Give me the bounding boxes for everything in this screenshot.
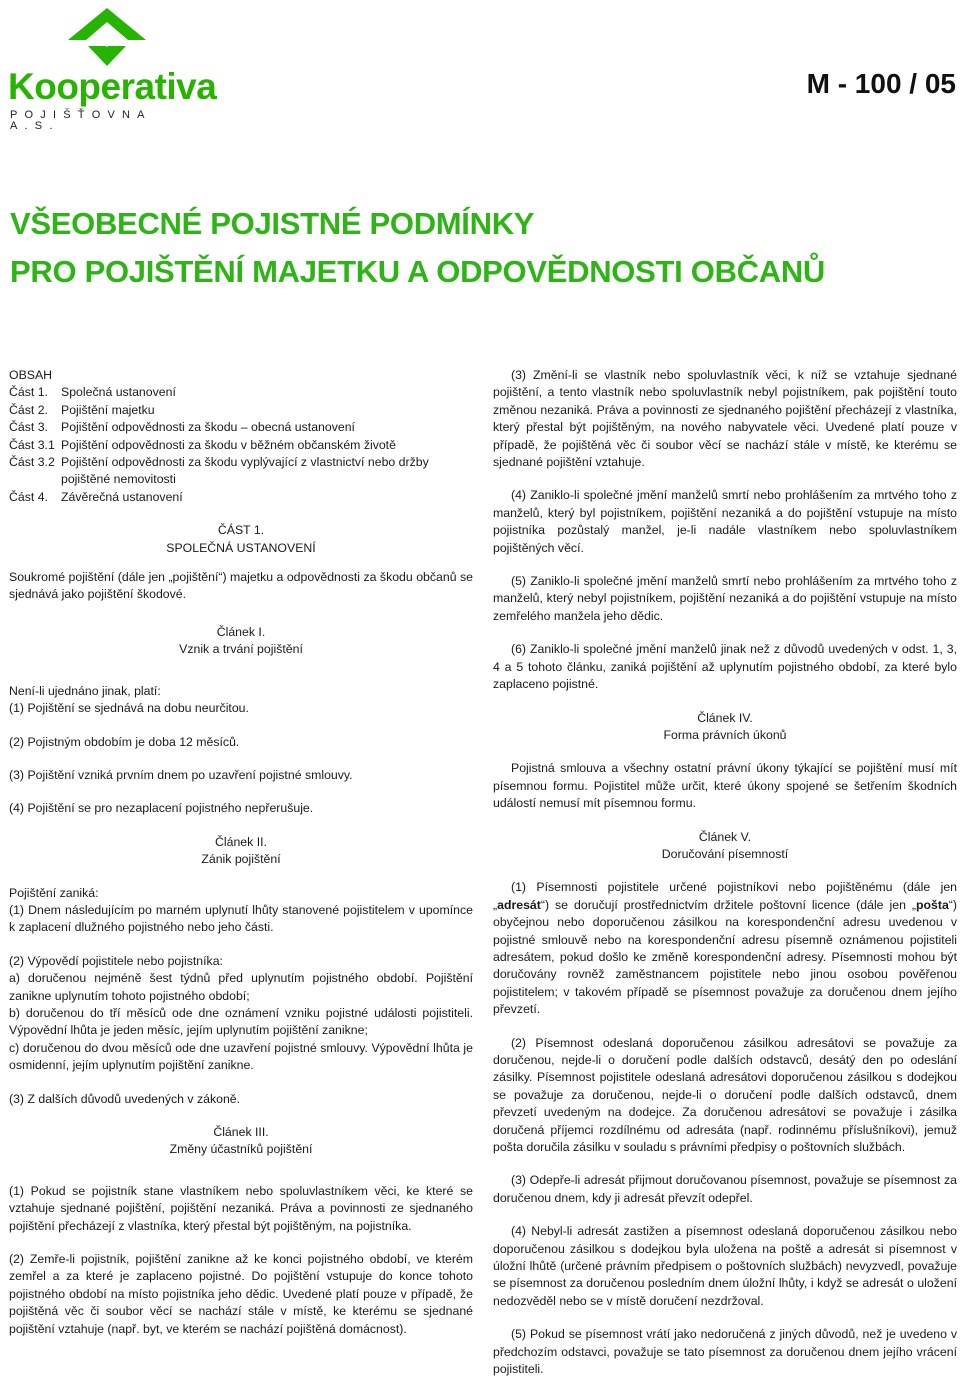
article-3-number: Článek III.: [213, 1125, 269, 1139]
article-3-para-1: (1) Pokud se pojistník stane vlastníkem nebo spoluvlastníkem věci, ke které se vztahuje sjednané pojištění, pojištění nezaniká. Práva a povinnosti ze sjednaného pojištění přecházejí z vlastníka, který přestal být pojištěným, na pojistníka.: [9, 1183, 473, 1233]
toc-item-number: Část 1.: [9, 385, 48, 400]
logo-subtitle: POJIŠŤOVNA A.S.: [10, 109, 152, 132]
toc-item: [9, 419, 473, 436]
article-3-para-6: (6) Zaniklo-li společné jmění manželů jinak než z důvodů uvedených v odst. 1, 3, 4 a 5 tohoto článku, zaniká pojištění až uplynutím pojistného období, za které bylo zaplaceno pojistné.: [493, 642, 957, 692]
article-2-para-2a: a) doručenou nejméně šest týdnů před uplynutím pojistného období. Pojištění zanikne uplynutím tohoto pojistného období;: [9, 971, 473, 1003]
article-1-para-1: (1) Pojištění se sjednává na dobu neurčitou.: [9, 701, 249, 716]
article-2-title: Zánik pojištění: [201, 852, 281, 867]
document-title: [10, 200, 950, 296]
toc-item: [9, 454, 473, 489]
toc-item: [9, 384, 473, 401]
logo-wordmark: Kooperativa: [8, 66, 217, 107]
toc-item-number: Část 3.1: [9, 437, 55, 452]
article-1-title: Vznik a trvání pojištění: [179, 642, 303, 657]
article-1-para-3: (3) Pojištění vzniká prvním dnem po uzavření pojistné smlouvy.: [9, 767, 353, 782]
document-code: M - 100 / 05: [806, 68, 956, 99]
article-2-para-2c: c) doručenou do dvou měsíců ode dne uzavření pojistné smlouvy. Výpovědní lhůta je osmidenní, jejím uplynutím pojištění zanikne.: [9, 1040, 473, 1073]
article-5-para-4: (4) Nebyl-li adresát zastižen a písemnost odeslaná doporučenou zásilkou nebo doporučenou zásilkou s dodejkou byla uložena na poště a adresát si písemnost v úložní lhůtě (určené právním předpisem o poštovních službách) nevyzvedl, považuje se písemnost za doručenou posledním dnem úložní lhůty, i když se adresát o uložení nedozvěděl nebo se v místě doručení nezdržoval.: [493, 1224, 957, 1308]
article-1-lead: Není-li ujednáno jinak, platí:: [9, 683, 161, 698]
article-4-number: Článek IV.: [697, 710, 753, 725]
article-2-number: Článek II.: [215, 834, 267, 849]
toc-item-number: Část 3.2: [9, 455, 55, 470]
article-5-para-1: [493, 879, 957, 1018]
right-column: [493, 367, 957, 1379]
article-2-para-1: (1) Dnem následujícím po marném uplynutí lhůty stanovené pojistitelem v upomínce k zaplacení dlužného pojistného nebo jeho části.: [9, 902, 473, 935]
toc-item-title: Pojištění odpovědnosti za škodu vyplývající z vlastnictví nebo držby pojištěné nemovitosti: [61, 455, 429, 487]
article-3-title: Změny účastníků pojištění: [169, 1142, 313, 1157]
article-3-para-3: (3) Změní-li se vlastník nebo spoluvlastník věci, k níž se vztahuje sjednané pojištění, a tento vlastník nebo spoluvlastník nebyl pojistníkem, pak pojištění touto změnou nezaniká. Práva a povinnosti ze sjednaného pojištění přecházejí z vlastníka, který přestal být pojištěným, na nového nabyvatele věci. Uvedené platí pouze v případě, že pojištěná věc či soubor věcí se nachází stále v místě, ke kterému se sjednané pojištění vztahuje.: [493, 368, 957, 470]
company-logo: [8, 6, 217, 132]
article-5-para-3: (3) Odepře-li adresát přijmout doručovanou písemnost, považuje se písemnost za doručenou dnem, kdy ji adresát převzít odepřel.: [493, 1173, 957, 1205]
article-4-title: Forma právních úkonů: [663, 727, 787, 742]
article-1-para-4: (4) Pojištění se pro nezaplacení pojistného nepřerušuje.: [9, 801, 314, 816]
kooperativa-logo-mark-icon: [66, 6, 148, 68]
article-3-para-4: (4) Zaniklo-li společné jmění manželů smrtí nebo prohlášením za mrtvého toho z manželů, který byl pojistníkem, pojištění nezaniká a do pojištění vstupuje na místo pojistníka pozůstalý manžel, je-li nadále vlastníkem nebo spoluvlastníkem pojištěných věcí.: [493, 488, 957, 555]
article-5-number: Článek V.: [698, 829, 752, 844]
toc-item: [9, 402, 473, 419]
article-2-para-2b: b) doručenou do tří měsíců ode dne oznámení vzniku pojistné události pojistiteli. Výpovědní lhůta je jeden měsíc, jejím uplynutím pojištění zanikne;: [9, 1005, 473, 1038]
article-5-para-2: (2) Písemnost odeslaná doporučenou zásilkou adresátovi se považuje za doručenou, nejde-li o doručení podle dalších odstavců, desátý den po odeslání zásilky. Písemnost pojistitele odeslaná adresátovi doporučenou zásilkou s dodejkou se považuje za doručenou, nejde-li o doručení podle dalších odstavců, dnem převzetí uvedeným na dodejce. Za doručenou adresátovi se považuje i zásilka doručená příjemci rozdílnému od adresáta (např. rodinnému příslušníkovi), jemuž pošta doručila zásilku v souladu s právními předpisy o poštovních službách.: [493, 1035, 957, 1155]
article-1-number: Článek I.: [216, 624, 266, 639]
article-2-lead: Pojištění zaniká:: [9, 885, 99, 900]
left-column: [9, 367, 473, 1338]
toc-item-title: Pojištění majetku: [61, 402, 155, 417]
toc-item-title: Pojištění odpovědnosti za škodu v běžném občanském životě: [61, 437, 396, 452]
article-2-para-2: (2) Výpovědí pojistitele nebo pojistníka:: [9, 953, 223, 968]
title-line-1: VŠEOBECNÉ POJISTNÉ PODMÍNKY: [10, 206, 535, 241]
article-5-title: Doručování písemností: [661, 846, 789, 861]
toc-item-number: Část 4.: [9, 489, 48, 504]
article-5-para-1-text-a: (1) Písemnosti pojistitele určené pojistníkovi nebo pojištěnému (dále jen „: [493, 880, 957, 912]
toc-item-number: Část 2.: [9, 402, 48, 417]
term-adresat: adresát: [497, 897, 541, 912]
toc-item: [9, 437, 473, 454]
term-posta: pošta: [916, 897, 949, 912]
article-5-para-1-text-c: “) se doručují prostřednictvím držitele poštovní licence (dále jen „: [540, 897, 916, 912]
toc-item-number: Část 3.: [9, 420, 48, 435]
part1-subheading: SPOLEČNÁ USTANOVENÍ: [166, 540, 316, 555]
article-5-para-1-text-e: “) obyčejnou nebo doporučenou zásilkou na korespondenční adresu uvedenou v pojistné smlouvě nebo na korespondenční adresu písemně oznámenou pojistiteli adresátem, pokud došlo ke změně korespondenční adresy. Písemnosti mohou být doručovány rovněž zaměstnancem pojistitele nebo jinou osobou pověřenou pojistitelem; v takovém případě se písemnost považuje za doručenou dnem jejího převzetí.: [493, 897, 957, 1017]
article-3-para-2: (2) Zemře-li pojistník, pojištění zanikne až ke konci pojistného období, ve kterém zemřel a za které je zaplaceno pojistné. Do pojištění vstupuje do konce tohoto pojistného období na místo pojistníka jeho dědic. Uvedené platí pouze v případě, že pojištěná věc či soubor věcí se nachází stále v místě, ke kterému se sjednané pojištění vztahuje (např. byt, ve kterém se nachází pojištěná domácnost).: [9, 1252, 473, 1336]
title-line-2: PRO POJIŠTĚNÍ MAJETKU A ODPOVĚDNOSTI OBČANŮ: [10, 254, 826, 289]
toc-heading: OBSAH: [9, 368, 53, 382]
article-1-para-2: (2) Pojistným obdobím je doba 12 měsíců.: [9, 734, 240, 749]
article-5-para-5: (5) Pokud se písemnost vrátí jako nedoručená z jiných důvodů, než je uvedeno v předchozím odstavci, považuje se tato písemnost za doručenou dnem jejího vrácení pojistiteli.: [493, 1327, 957, 1377]
article-4-para-1: Pojistná smlouva a všechny ostatní právní úkony týkající se pojištění musí mít písemnou formu. Pojistitel může určit, které úkony spojené se šetřením škodních událostí nemusí mít písemnou formu.: [493, 761, 957, 811]
toc-item-title: Pojištění odpovědnosti za škodu – obecná ustanovení: [61, 420, 355, 435]
toc-list: [9, 384, 473, 506]
part1-heading: ČÁST 1.: [217, 523, 265, 538]
part1-intro: Soukromé pojištění (dále jen „pojištění“) majetku a odpovědnosti za škodu občanů se sjednává jako pojištění škodové.: [9, 570, 473, 602]
toc-item: [9, 489, 473, 506]
article-2-para-3: (3) Z dalších důvodů uvedených v zákoně.: [9, 1091, 241, 1106]
toc-item-title: Závěrečná ustanovení: [61, 489, 183, 504]
toc-item-title: Společná ustanovení: [61, 385, 176, 400]
article-3-para-5: (5) Zaniklo-li společné jmění manželů smrtí nebo prohlášením za mrtvého toho z manželů, který nebyl pojistníkem, pojištění nezaniká a do pojištění vstupuje na místo zemřelého manžela jeho dědic.: [493, 574, 957, 623]
